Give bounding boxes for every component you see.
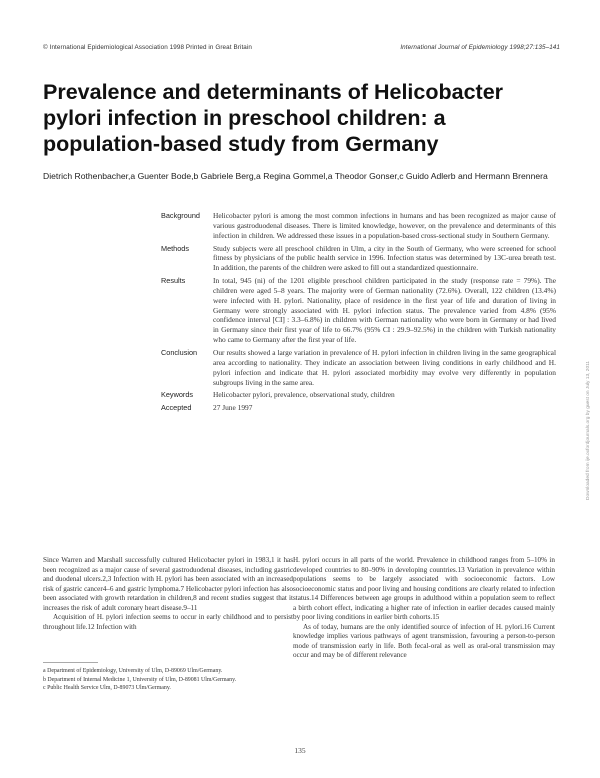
footnote-divider	[43, 662, 98, 663]
abstract-text: 27 June 1997	[213, 403, 253, 413]
footnote: b Department of Internal Medicine 1, University of Ulm, D-89081 Ulm/Germany.	[43, 676, 237, 683]
footnote: a Department of Epidemiology, University of Ulm, D-89069 Ulm/Germany.	[43, 668, 223, 674]
abstract-label: Accepted	[161, 403, 192, 413]
body-column-right	[293, 556, 555, 661]
footnote: c Public Health Service Ulm, D-89073 Ulm/Germany.	[43, 685, 171, 691]
abstract-background	[161, 211, 556, 241]
journal-citation: International Journal of Epidemiology 1998;27:135–141	[400, 44, 560, 51]
abstract-methods	[161, 244, 556, 274]
body-column-left	[43, 556, 293, 632]
abstract-label: Conclusion	[161, 347, 198, 357]
journal-copyright: © International Epidemiological Association 1998 Printed in Great Britain	[43, 44, 253, 51]
abstract-text: Study subjects were all preschool children in Ulm, a city in the South of Germany, who were screened for school fitness by physicians of the public health service in 1996. Infection status was determined by 13C-urea breath test. In addition, the parents of the children were asked to fill out a standardized questionnaire.	[213, 243, 556, 273]
abstract-conclusion	[161, 348, 556, 387]
page-number: 135	[294, 746, 306, 755]
abstract-text: Our results showed a large variation in prevalence of H. pylori infection in children living in the same geographical area according to nationality. They indicate an association between living conditions in early childhood and H. pylori infection and indicate that H. pylori associated morbidity may evolve very differently in population subgroups living in the same area.	[213, 347, 556, 387]
abstract-text: Helicobacter pylori, prevalence, observational study, children	[213, 390, 395, 400]
body-paragraph: Acquisition of H. pylori infection seems to occur in early childhood and to persist throughout life.12 Infection with	[43, 613, 293, 631]
body-paragraph: As of today, humans are the only identified source of infection of H. pylori.16 Current knowledge implies various pathways of agent transmission, favouring a person-to-person mode of transmission early in life. Both fecal-oral as well as oral-oral transmission may occur and may be of different relevance	[293, 622, 555, 660]
body-paragraph: H. pylori occurs in all parts of the world. Prevalence in childhood ranges from 5–10% in developed countries to 80–90% in developing countries.13 Variation in prevalence within populations seems to be largely associated with socioeconomic factors. Low socioeconomic status and poor living and housing conditions are clearly related to infection status.14 Differences between age groups in adulthood within a population seem to reflect a birth cohort effect, indicating a higher rate of infection in earlier decades caused mainly by poor living conditions in earlier birth cohorts.15	[293, 556, 555, 622]
abstract-keywords	[161, 390, 556, 400]
abstract-text: In total, 945 (ni) of the 1201 eligible preschool children participated in the study (response rate = 79%). The children were aged 5–8 years. The majority were of German nationality (72.6%). Overall, 122 children (13.4%) were infected with H. pylori. Nationality, place of residence in the first year of life and duration of living in Germany were strongly associated with H. pylori infection status. The prevalence varied from 4.8% (95% confidence interval [CI] : 3.3–6.8%) in children with German nationality who were born in Germany or had lived in Germany since their first year of life to 66.7% (95% CI : 29.9–92.5%) in the children with Turkish nationality who came to Germany after the first year of life.	[213, 276, 556, 345]
article-title: Prevalence and determinants of Helicobacter pylori infection in preschool children: a population-based study from Germany	[43, 80, 504, 156]
abstract	[161, 211, 556, 413]
author-list: Dietrich Rothenbacher,a Guenter Bode,b Gabriele Berg,a Regina Gommel,a Theodor Gonser,c Guido Adlerb and Hermann Brennera	[43, 171, 548, 181]
body-paragraph: Since Warren and Marshall successfully cultured Helicobacter pylori in 1983,1 it has been recognized as a major cause of several gastroduodenal diseases, including gastric and duodenal ulcers.2,3 Infection with H. pylori has been associated with an increased risk of gastric cancer4–6 and gastric lymphoma.7 Helicobacter pylori infection has also been associated with growth retardation in children,8 and recent studies suggest that it increases the risk of adult coronary heart disease.9–11	[43, 556, 293, 612]
abstract-accepted	[161, 403, 556, 413]
abstract-text: Helicobacter pylori is among the most common infections in humans and has been recognized as major cause of various gastroduodenal diseases. There is limited knowledge, however, on the prevalence and determinants of this infection in children. We addressed these issues in a population-based cross-sectional study in Southern Germany.	[213, 211, 556, 240]
abstract-label: Results	[161, 276, 186, 286]
abstract-label: Background	[161, 211, 200, 220]
abstract-results	[161, 276, 556, 345]
abstract-label: Methods	[161, 243, 189, 253]
footnotes	[43, 668, 273, 694]
abstract-label: Keywords	[161, 390, 194, 400]
download-margin-note: Downloaded from ije.oxfordjournals.org by guest on July 13, 2011	[586, 360, 591, 500]
